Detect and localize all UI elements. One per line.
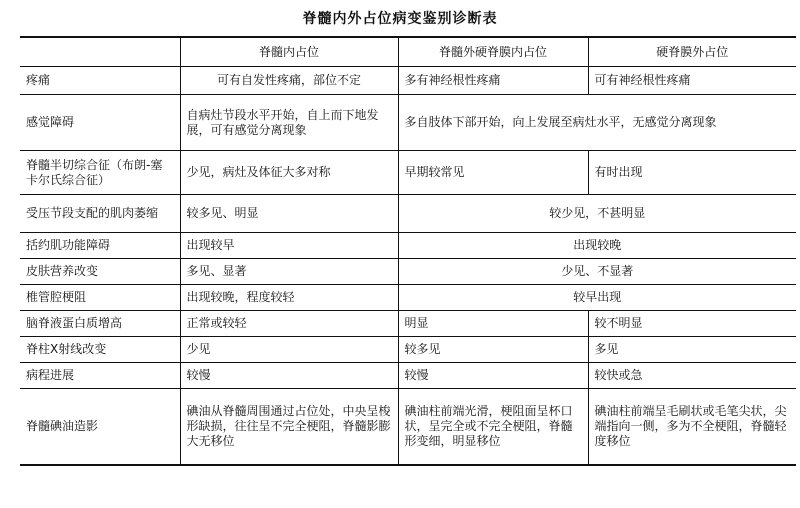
cell-myelo-intradural: 碘油柱前端光滑，梗阻面呈杯口状，呈完全或不完全梗阻，脊髓形变细，明显移位 xyxy=(398,389,588,465)
cell-atrophy-intramedullary: 较多见、明显 xyxy=(180,195,398,233)
cell-myelo-intramedullary: 碘油从脊髓周围通过占位处，中央呈梭形缺损，往往呈不完全梗阻，脊髓影膨大无移位 xyxy=(180,389,398,465)
table-row xyxy=(20,363,796,389)
cell-xray-extradural: 多见 xyxy=(588,337,796,363)
table-row xyxy=(20,67,796,95)
cell-course-intramedullary: 较慢 xyxy=(180,363,398,389)
row-label-xray: 脊柱X射线改变 xyxy=(20,337,180,363)
row-label-csf: 脑脊液蛋白质增高 xyxy=(20,311,180,337)
row-label-pain: 疼痛 xyxy=(20,67,180,95)
table-row xyxy=(20,311,796,337)
header-blank xyxy=(20,37,180,67)
cell-csf-intradural: 明显 xyxy=(398,311,588,337)
cell-sphincter-extramedullary: 出现较晚 xyxy=(398,233,796,259)
cell-atrophy-extramedullary: 较少见，不甚明显 xyxy=(398,195,796,233)
row-label-sphincter: 括约肌功能障碍 xyxy=(20,233,180,259)
cell-csf-intramedullary: 正常或较轻 xyxy=(180,311,398,337)
cell-xray-intradural: 较多见 xyxy=(398,337,588,363)
table-row xyxy=(20,389,796,465)
header-extradural: 硬脊膜外占位 xyxy=(588,37,796,67)
cell-csf-extradural: 较不明显 xyxy=(588,311,796,337)
header-intramedullary: 脊髓内占位 xyxy=(180,37,398,67)
cell-brown-intramedullary: 少见，病灶及体征大多对称 xyxy=(180,151,398,195)
row-label-course: 病程进展 xyxy=(20,363,180,389)
table-row xyxy=(20,151,796,195)
cell-pain-intradural: 多有神经根性疼痛 xyxy=(398,67,588,95)
header-row xyxy=(20,37,796,67)
cell-skin-extramedullary: 少见、不显著 xyxy=(398,259,796,285)
cell-sensory-intramedullary: 自病灶节段水平开始，自上而下地发展，可有感觉分离现象 xyxy=(180,95,398,151)
cell-canal-extramedullary: 较早出现 xyxy=(398,285,796,311)
row-label-myelography: 脊髓碘油造影 xyxy=(20,389,180,465)
row-label-canal: 椎管腔梗阻 xyxy=(20,285,180,311)
cell-course-extradural: 较快或急 xyxy=(588,363,796,389)
table-title: 脊髓内外占位病变鉴别诊断表 xyxy=(302,11,498,27)
table-row xyxy=(20,285,796,311)
row-label-sensory: 感觉障碍 xyxy=(20,95,180,151)
cell-canal-intramedullary: 出现较晚，程度较轻 xyxy=(180,285,398,311)
cell-skin-intramedullary: 多见、显著 xyxy=(180,259,398,285)
row-label-brown-sequard: 脊髓半切综合征（布朗-塞卡尔氏综合征） xyxy=(20,151,180,195)
table-row xyxy=(20,337,796,363)
differential-diagnosis-table xyxy=(20,36,796,466)
table-row xyxy=(20,233,796,259)
cell-pain-extradural: 可有神经根性疼痛 xyxy=(588,67,796,95)
row-label-atrophy: 受压节段支配的肌肉萎缩 xyxy=(20,195,180,233)
cell-sensory-extramedullary: 多自肢体下部开始，向上发展至病灶水平，无感觉分离现象 xyxy=(398,95,796,151)
cell-pain-intramedullary: 可有自发性疼痛，部位不定 xyxy=(180,67,398,95)
table-row xyxy=(20,95,796,151)
cell-brown-intradural: 早期较常见 xyxy=(398,151,588,195)
cell-myelo-extradural: 碘油柱前端呈毛刷状或毛笔尖状，尖端指向一侧，多为不全梗阻，脊髓轻度移位 xyxy=(588,389,796,465)
header-intradural-extramedullary: 脊髓外硬脊膜内占位 xyxy=(398,37,588,67)
row-label-skin: 皮肤营养改变 xyxy=(20,259,180,285)
cell-sphincter-intramedullary: 出现较早 xyxy=(180,233,398,259)
table-row xyxy=(20,259,796,285)
cell-brown-extradural: 有时出现 xyxy=(588,151,796,195)
cell-course-intradural: 较慢 xyxy=(398,363,588,389)
cell-xray-intramedullary: 少见 xyxy=(180,337,398,363)
table-row xyxy=(20,195,796,233)
